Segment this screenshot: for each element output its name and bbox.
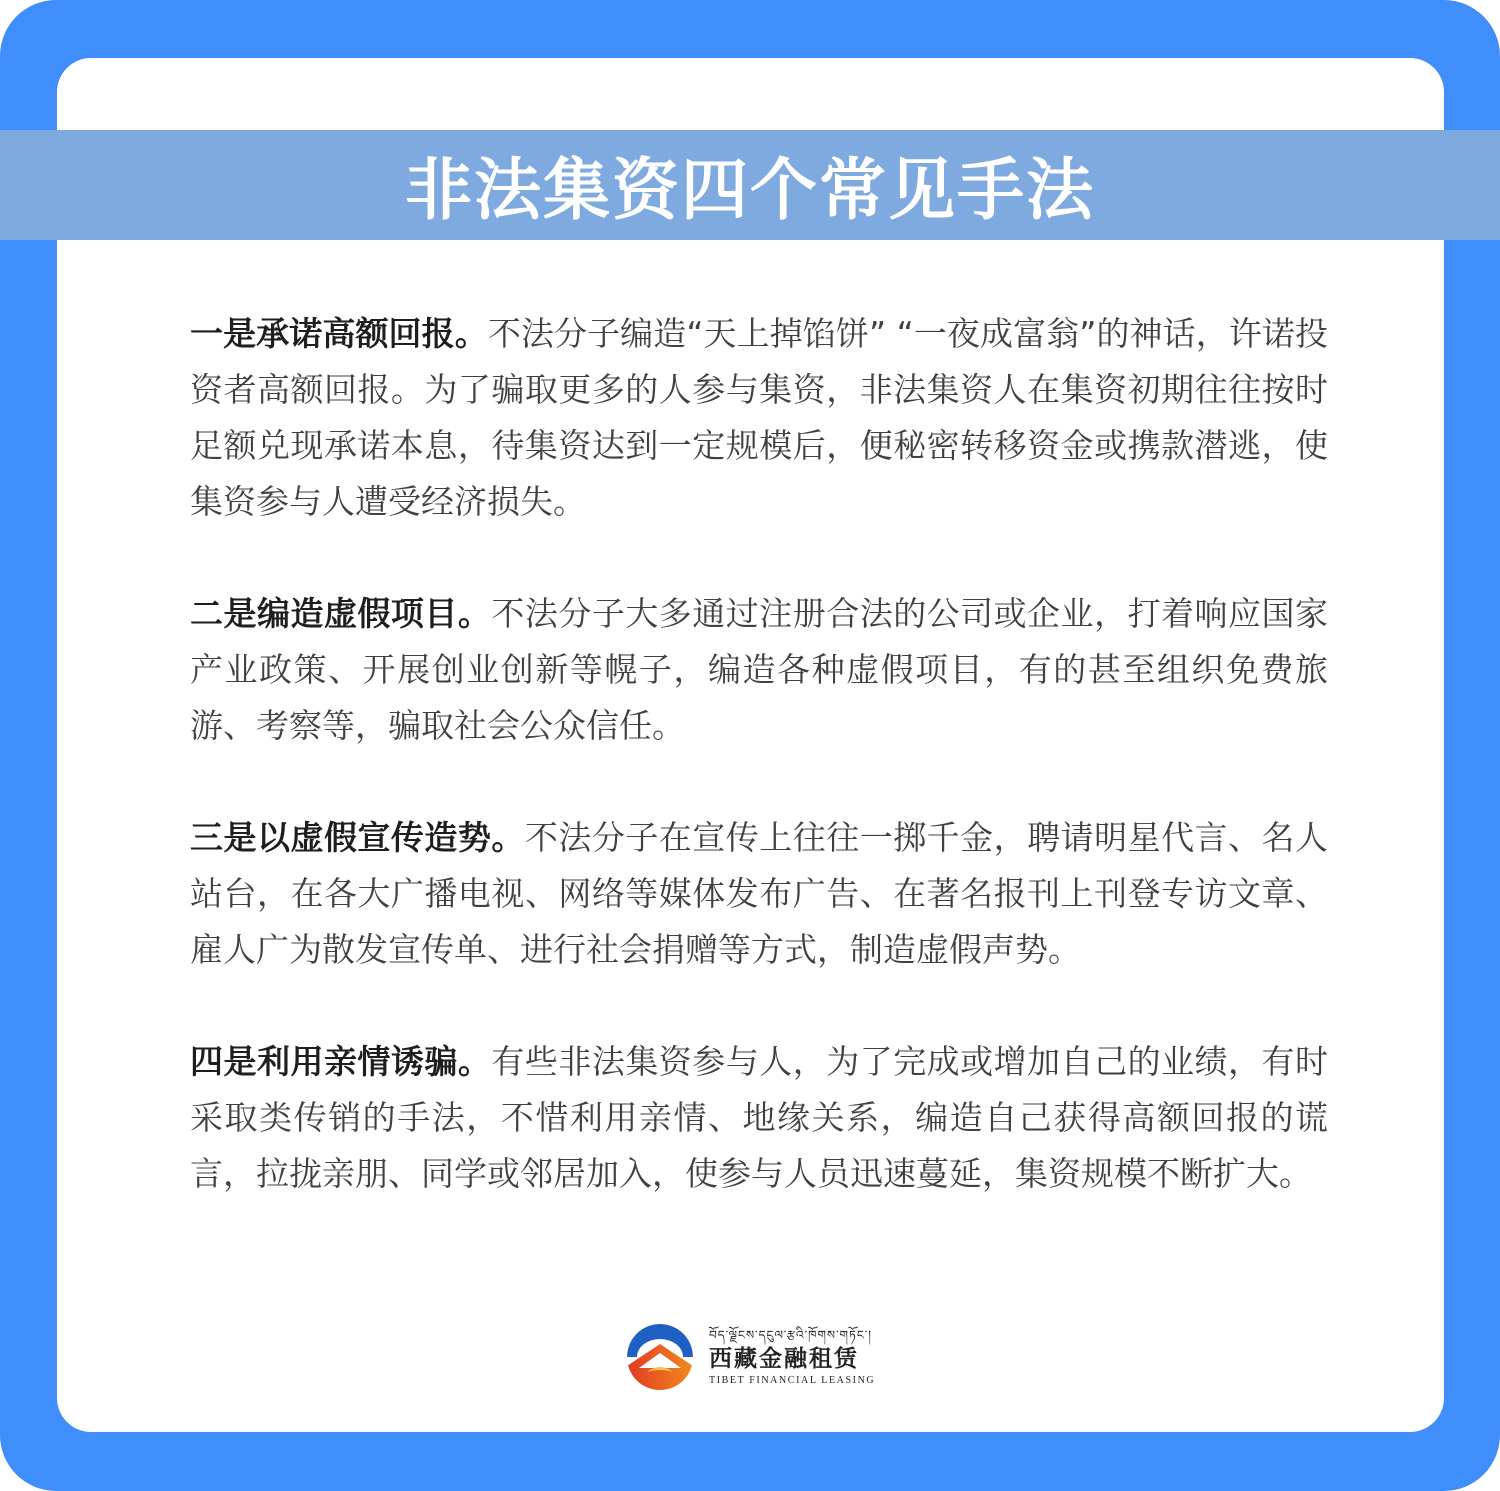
section-1 xyxy=(190,306,1328,530)
section-lead: 四是利用亲情诱骗。 xyxy=(190,1042,492,1081)
section-body: 不法分子大多通过注册合法的公司或企业，打着响应国家产业政策、开展创业创新等幌子，编造各种虚假项目，有的甚至组织免费旅游、考察等，骗取社会公众信任。 xyxy=(190,594,1329,745)
logo-tibetan-text: བོད་ལྗོངས་དངུལ་རྩའི་ཁོགས་གཏོང་། xyxy=(709,1327,872,1342)
section-body: 不法分子编造“天上掉馅饼” “一夜成富翁”的神话，许诺投资者高额回报。为了骗取更多的人参与集资，非法集资人在集资初期往往按时足额兑现承诺本息，待集资达到一定规模后，便秘密转移资金或携款潜逃，使集资参与人遭受经济损失。 xyxy=(190,314,1329,521)
section-lead: 三是以虚假宣传造势。 xyxy=(190,818,525,857)
page-title: 非法集资四个常见手法 xyxy=(405,151,1095,229)
company-logo xyxy=(625,1322,875,1392)
section-3 xyxy=(190,810,1328,978)
logo-text xyxy=(709,1329,875,1386)
section-body: 有些非法集资参与人，为了完成或增加自己的业绩，有时采取类传销的手法，不惜利用亲情、地缘关系，编造自己获得高额回报的谎言，拉拢亲朋、同学或邻居加入，使参与人员迅速蔓延，集资规模不断扩大。 xyxy=(190,1042,1329,1193)
section-lead: 二是编造虚假项目。 xyxy=(190,594,492,633)
section-2 xyxy=(190,586,1328,754)
section-lead: 一是承诺高额回报。 xyxy=(190,314,488,353)
sections-list xyxy=(190,306,1328,1258)
logo-english-name: TIBET FINANCIAL LEASING xyxy=(709,1374,876,1386)
section-4 xyxy=(190,1034,1328,1202)
logo-chinese-name: 西藏金融租赁 xyxy=(709,1344,859,1372)
title-band xyxy=(0,130,1500,240)
section-body: 不法分子在宣传上往往一掷千金，聘请明星代言、名人站台，在各大广播电视、网络等媒体发布广告、在著名报刊上刊登专访文章、雇人广为散发宣传单、进行社会捐赠等方式，制造虚假声势。 xyxy=(190,818,1329,969)
logo-emblem-icon xyxy=(625,1322,695,1392)
